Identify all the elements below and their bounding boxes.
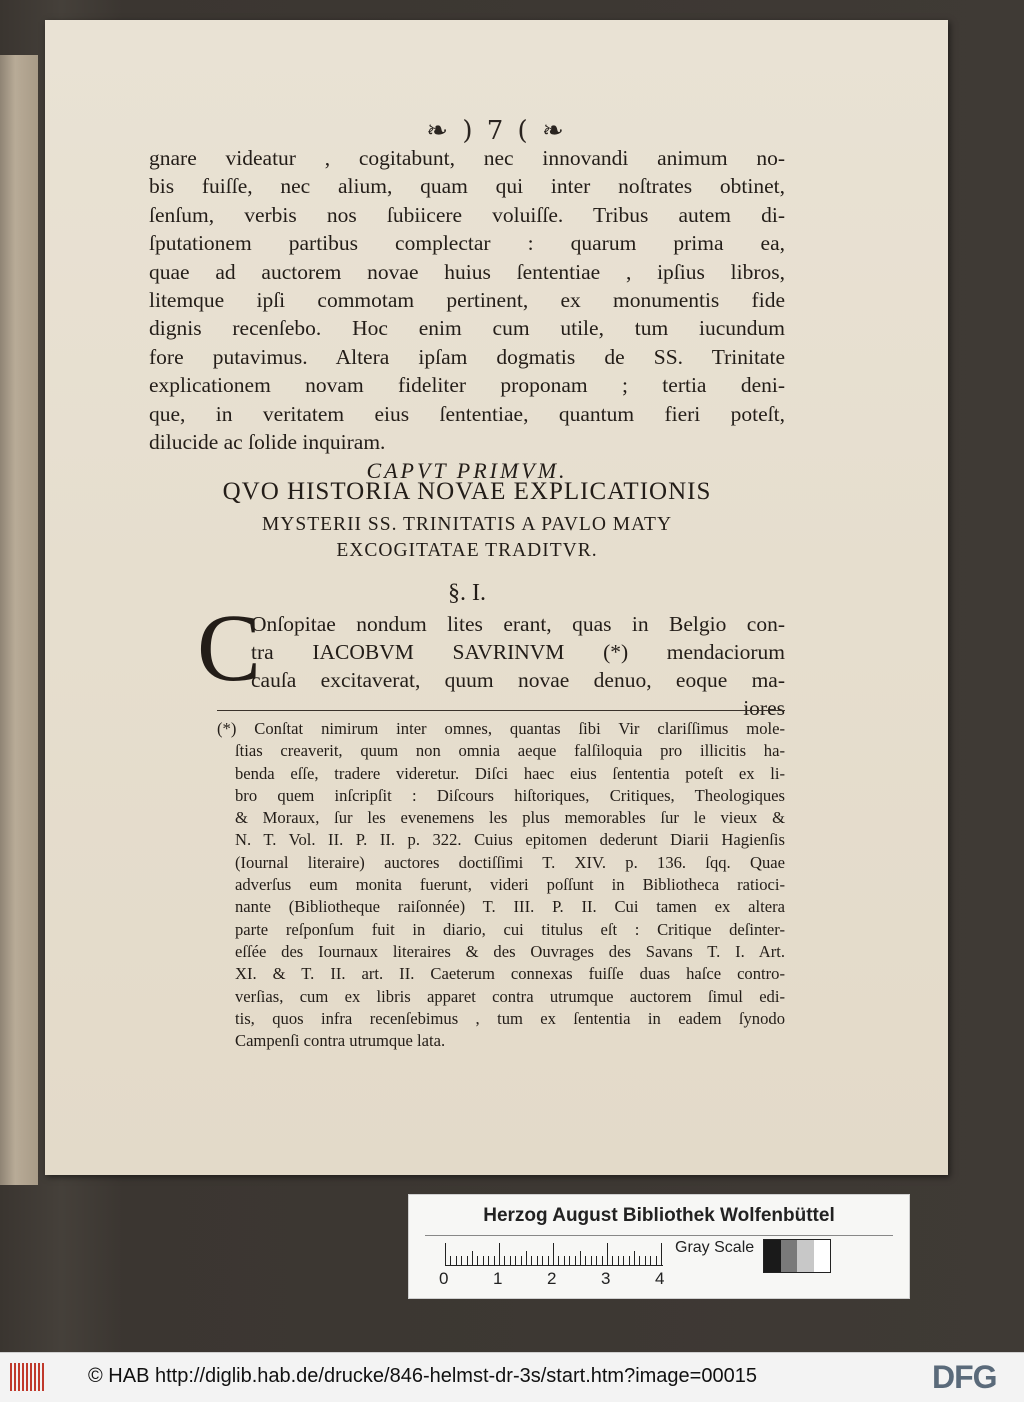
catchword: iores	[743, 696, 785, 720]
footnote-line: adverſus eum monita fuerunt, videri poſſunt in Bibliotheca ratioci-	[235, 875, 785, 895]
text-line: quae ad auctorem novae huius ſententiae , ipſius libros,	[149, 259, 785, 284]
text-line: ſenſum, verbis nos ſubiicere voluiſſe. Tribus autem di-	[149, 202, 785, 227]
footnote-line: tis, quos infra recenſebimus , tum ex ſententia in eadem ſynodo	[235, 1008, 785, 1028]
footnote-line: verſias, cum ex libris apparet contra utrumque auctorem ſimul edi-	[235, 986, 785, 1006]
ruler-tick	[580, 1251, 581, 1265]
ruler-tick	[629, 1256, 630, 1265]
ruler-tick	[467, 1256, 468, 1265]
ruler-number: 3	[601, 1269, 611, 1288]
ruler-tick	[612, 1256, 613, 1265]
library-name: Herzog August Bibliothek Wolfenbüttel	[483, 1205, 835, 1226]
ruler-tick	[483, 1256, 484, 1265]
footnote-line: Campenſi contra utrumque lata.	[235, 1031, 446, 1051]
ruler-number: 0	[439, 1269, 449, 1288]
text-line: cauſa excitaverat, quum novae denuo, eoque ma-	[251, 668, 785, 692]
book-page	[45, 20, 948, 1175]
ruler-tick	[499, 1243, 500, 1265]
ruler-tick	[564, 1256, 565, 1265]
text-line: tra IACOBVM SAVRINVM (*) mendaciorum	[251, 640, 785, 664]
ruler-tick	[645, 1256, 646, 1265]
paragraph	[251, 610, 785, 722]
gray-swatch	[814, 1240, 831, 1272]
text-line: ſputationem partibus complectar : quarum prima ea,	[149, 231, 785, 256]
footnote-line: & Moraux, ſur les evenemens les plus memorables ſur le vieux &	[235, 808, 785, 828]
footnote-line: (*) Conſtat nimirum inter omnes, quantas ſibi Vir clariſſimus mole-	[217, 719, 785, 738]
ruler-tick	[445, 1243, 446, 1265]
footnote-line: nante (Bibliotheque raiſonnée) T. III. P. II. Cui tamen ex altera	[235, 897, 785, 917]
text-line: dignis recenſebo. Hoc enim cum utile, tum iucundum	[149, 316, 785, 341]
footnote-rule	[217, 710, 785, 711]
card-divider	[425, 1235, 893, 1236]
ruler-tick	[531, 1256, 532, 1265]
adjacent-page-edge	[0, 55, 38, 1185]
chapter-subtitle: MYSTERII SS. TRINITATIS A PAVLO MATY	[261, 514, 673, 535]
section-heading: §. I.	[448, 580, 486, 606]
text-line: que, in veritatem eius ſententiae, quantum fieri poteſt,	[149, 401, 785, 426]
ruler-tick	[639, 1256, 640, 1265]
footnote-line: ſtias creaverit, quum non omnia aeque falſiloquia pro illicitis ha-	[235, 741, 785, 761]
footnote-line: N. T. Vol. II. P. II. p. 322. Cuius epitomen dederunt Diarii Hagienſis	[235, 830, 785, 850]
ruler-number: 1	[493, 1269, 503, 1288]
ruler-tick	[548, 1256, 549, 1265]
ruler-tick	[456, 1256, 457, 1265]
measurement-ruler	[445, 1243, 663, 1266]
gray-swatch	[764, 1240, 781, 1272]
footnote-line: (Iournal literaire) auctores doctiſſimi T. XIV. p. 136. ſqq. Quae	[235, 852, 785, 872]
gray-scale-label: Gray Scale	[675, 1239, 755, 1256]
page-header: ❧ ) 7 ( ❧	[426, 116, 567, 146]
chapter-subtitle: QVO HISTORIA NOVAE EXPLICATIONIS	[222, 478, 712, 505]
drop-cap: C	[197, 594, 262, 701]
ruler-tick	[477, 1256, 478, 1265]
footnote	[217, 718, 785, 1052]
ruler-tick	[602, 1256, 603, 1265]
text-line: litemque ipſi commotam pertinent, ex monumentis fide	[149, 288, 785, 313]
ruler-number: 2	[547, 1269, 557, 1288]
gray-scale-swatch	[763, 1239, 831, 1273]
gray-swatch	[797, 1240, 814, 1272]
ruler-tick	[618, 1256, 619, 1265]
ruler-tick	[472, 1251, 473, 1265]
chapter-title: CAPVT PRIMVM.	[366, 458, 568, 483]
ruler-tick	[591, 1256, 592, 1265]
footnote-line: eſſée des Iournaux literaires & des Ouvrages des Savans T. I. Art.	[235, 941, 785, 961]
ruler-tick	[461, 1256, 462, 1265]
text-line: bis fuiſſe, nec alium, quam qui inter noſtrates obtinet,	[149, 174, 785, 199]
ruler-tick	[585, 1256, 586, 1265]
text-line: Onſopitae nondum lites erant, quas in Belgio con-	[251, 612, 785, 636]
text-line: gnare videatur , cogitabunt, nec innovandi animum no-	[149, 146, 785, 170]
ruler-tick	[650, 1256, 651, 1265]
source-url[interactable]: © HAB http://diglib.hab.de/drucke/846-helmst-dr-3s/start.htm?image=00015	[88, 1365, 757, 1387]
ruler-tick	[510, 1256, 511, 1265]
footnote-line: bro quem inſcripſit : Diſcours hiſtoriques, Critiques, Theologiques	[235, 785, 785, 805]
ruler-tick	[661, 1243, 662, 1265]
ruler-tick	[450, 1256, 451, 1265]
ruler-tick	[634, 1251, 635, 1265]
dfg-logo: DFG	[932, 1359, 997, 1395]
library-color-card	[408, 1194, 910, 1299]
footnote-line: XI. & T. II. art. II. Caeterum connexas fuiſſe duas haſce contro-	[235, 964, 785, 984]
ruler-tick	[494, 1256, 495, 1265]
ruler-tick	[656, 1256, 657, 1265]
ruler-tick	[521, 1256, 522, 1265]
ruler-tick	[569, 1256, 570, 1265]
ruler-tick	[623, 1256, 624, 1265]
footnote-line: benda eſſe, tradere videretur. Diſci haec eius ſententia poteſt ex li-	[235, 763, 785, 783]
ruler-tick	[488, 1256, 489, 1265]
ruler-tick	[504, 1256, 505, 1265]
text-line: explicationem novam fideliter proponam ; tertia deni-	[149, 373, 785, 398]
ruler-tick	[575, 1256, 576, 1265]
ruler-tick	[596, 1256, 597, 1265]
ruler-tick	[526, 1251, 527, 1265]
barcode-icon	[10, 1363, 46, 1391]
ruler-number: 4	[655, 1269, 665, 1288]
ruler-tick	[542, 1256, 543, 1265]
text-line: dilucide ac ſolide inquiram.	[149, 430, 386, 455]
body-text	[149, 144, 785, 456]
gray-swatch	[781, 1240, 798, 1272]
ruler-tick	[558, 1256, 559, 1265]
chapter-subtitle: EXCOGITATAE TRADITVR.	[336, 540, 598, 561]
footer-bar	[0, 1352, 1024, 1402]
ruler-tick	[515, 1256, 516, 1265]
footnote-line: parte reſponſum fuit in diario, cui titulus eſt : Critique deſinter-	[235, 919, 785, 939]
text-line: fore putavimus. Altera ipſam dogmatis de SS. Trinitate	[149, 344, 785, 369]
ruler-tick	[553, 1243, 554, 1265]
ruler-tick	[607, 1243, 608, 1265]
ruler-tick	[537, 1256, 538, 1265]
